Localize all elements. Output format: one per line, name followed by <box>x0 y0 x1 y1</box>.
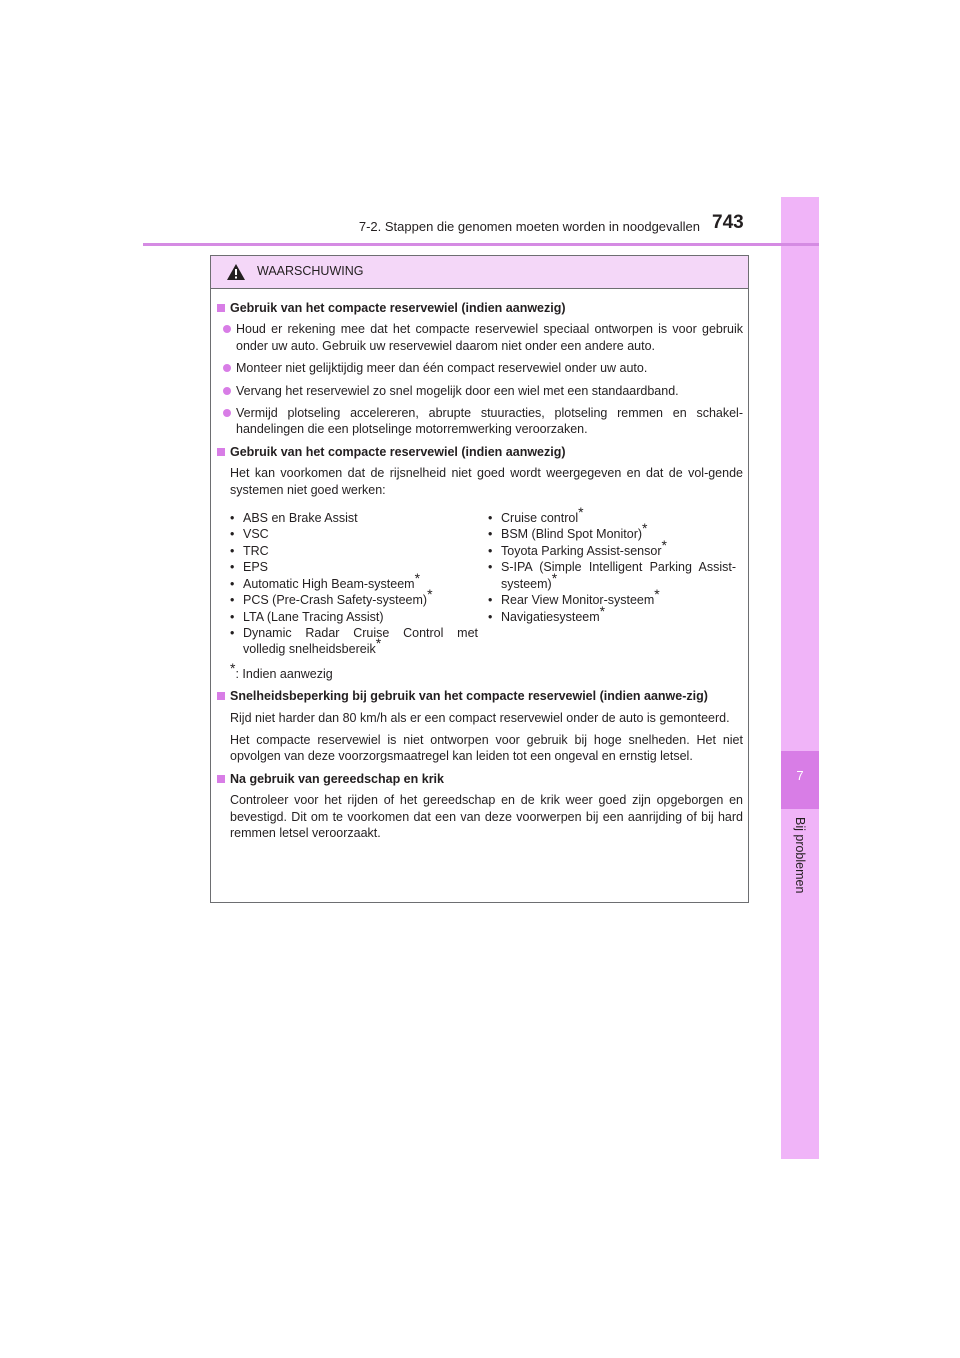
paragraph: Het kan voorkomen dat de rijsnelheid niet goed wordt weergegeven en dat de vol-gende systemen niet goed werken: <box>230 466 743 497</box>
list-item: • Toyota Parking Assist-sensor* <box>488 536 667 558</box>
asterisk-marker: * <box>230 659 236 676</box>
systems-list-right <box>488 504 736 658</box>
square-bullet-icon <box>217 688 230 704</box>
list-item: • VSC <box>230 527 269 542</box>
chapter-number: 7 <box>796 768 804 783</box>
list-item: • TRC <box>230 543 269 558</box>
list-item: • Cruise control* <box>488 504 584 526</box>
asterisk-marker: * <box>375 635 382 652</box>
list-item: • BSM (Blind Spot Monitor)* <box>488 520 648 542</box>
list-item: Vermijd plotseling accelereren, abrupte stuuracties, plotseling remmen en schakel-handelingen die een plotselinge motorremwerking veroorzaken. <box>223 405 743 438</box>
list-item: • ABS en Brake Assist <box>230 511 358 526</box>
list-item: • Automatic High Beam-systeem* <box>230 569 421 591</box>
warning-header <box>211 256 748 289</box>
asterisk-marker: * <box>578 504 584 521</box>
paragraph: Controleer voor het rijden of het gereedschap en de krik weer goed zijn opgeborgen en bevestigd. Dit om te voorkomen dat een van deze voorwerpen bij een aanrijding of bij hard remmen letsel veroorzaakt. <box>230 793 743 840</box>
round-bullet-icon <box>223 321 236 354</box>
side-tab <box>781 197 819 1159</box>
list-item: • Navigatiesysteem* <box>488 602 606 624</box>
footnote: *: Indien aanwezig <box>230 659 333 681</box>
square-bullet-icon <box>217 300 230 316</box>
list-item: Houd er rekening mee dat het compacte reservewiel speciaal ontworpen is voor gebruik onder uw auto. Gebruik uw reservewiel daarom niet onder een andere auto. <box>223 321 743 354</box>
page-number: 743 <box>712 212 744 233</box>
asterisk-marker: * <box>599 602 606 619</box>
header-rule <box>143 243 819 246</box>
chapter-label: Bij problemen <box>793 817 807 894</box>
list-item: • Dynamic Radar Cruise Control met volledig snelheidsbereik* <box>230 625 478 657</box>
section-heading: Na gebruik van gereedschap en krik <box>217 771 743 787</box>
asterisk-marker: * <box>661 536 667 553</box>
round-bullet-icon <box>223 383 236 399</box>
square-bullet-icon <box>217 771 230 787</box>
round-bullet-icon <box>223 360 236 376</box>
paragraph: Rijd niet harder dan 80 km/h als er een compact reservewiel onder de auto is gemonteerd. <box>230 710 730 725</box>
section-heading: Gebruik van het compacte reservewiel (indien aanwezig) <box>217 444 743 460</box>
asterisk-marker: * <box>551 569 558 586</box>
asterisk-marker: * <box>427 586 433 603</box>
asterisk-marker: * <box>654 586 660 603</box>
list-item: • S-IPA (Simple Intelligent Parking Assist-systeem)* <box>488 560 736 591</box>
asterisk-marker: * <box>642 520 648 537</box>
list-item: • Rear View Monitor-systeem* <box>488 586 660 608</box>
section-heading: Gebruik van het compacte reservewiel (indien aanwezig) <box>217 300 743 316</box>
paragraph: Het compacte reservewiel is niet ontworpen voor gebruik bij hoge snelheden. Het niet opvolgen van deze voorzorgsmaatregel kan leiden tot een ongeval en ernstig letsel. <box>230 732 743 764</box>
warning-box <box>210 255 749 903</box>
warning-triangle-icon <box>226 263 246 281</box>
section-heading: Snelheidsbeperking bij gebruik van het compacte reservewiel (indien aanwe-zig) <box>217 688 743 704</box>
list-item: • EPS <box>230 560 269 575</box>
list-item: Vervang het reservewiel zo snel mogelijk door een wiel met een standaardband. <box>223 383 743 399</box>
warning-content <box>217 300 743 847</box>
warning-label: WAARSCHUWING <box>257 264 364 278</box>
square-bullet-icon <box>217 444 230 460</box>
round-bullet-icon <box>223 405 236 438</box>
affected-systems-list <box>230 504 743 658</box>
list-item: Monteer niet gelijktijdig meer dan één compact reservewiel onder uw auto. <box>223 360 743 376</box>
systems-list-left <box>230 510 478 658</box>
section-title: 7-2. Stappen die genomen moeten worden in noodgevallen <box>358 219 700 234</box>
asterisk-marker: * <box>414 569 421 586</box>
list-item: • PCS (Pre-Crash Safety-systeem)* <box>230 586 433 608</box>
list-item: • LTA (Lane Tracing Assist) <box>230 609 384 624</box>
